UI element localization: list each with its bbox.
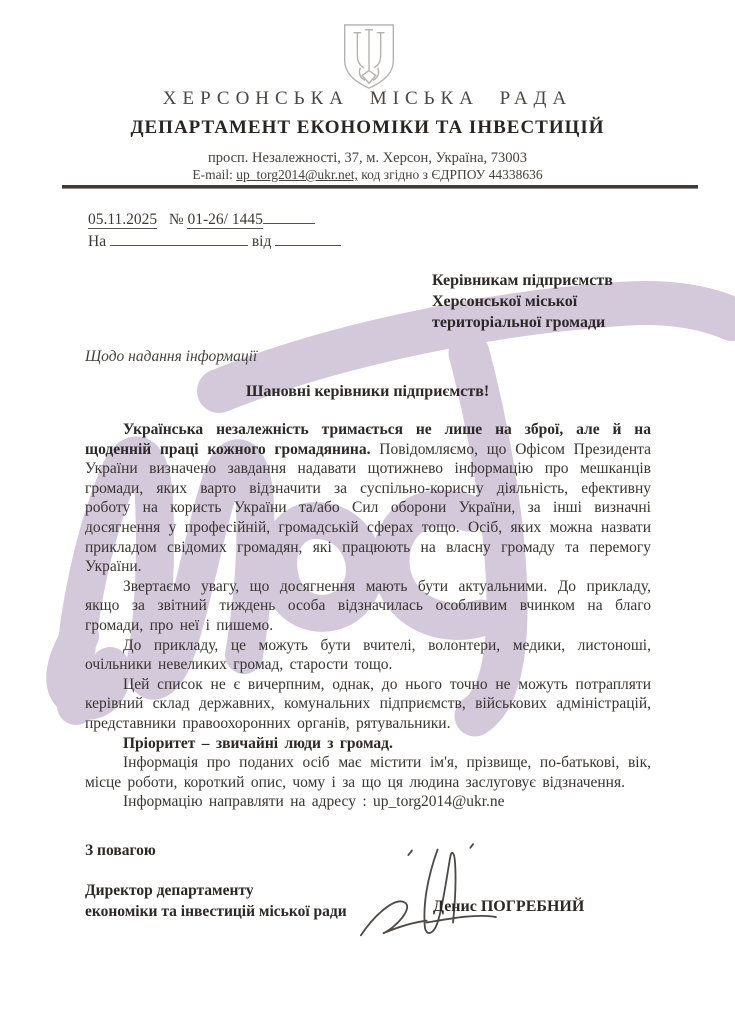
handwritten-signature-icon [350, 838, 505, 956]
body-paragraph: Інформацію направляти на адресу : up_torg2014@ukr.ne [123, 793, 505, 811]
letter-number: 01-26/ 1445 [187, 211, 263, 228]
na-blank-field [110, 231, 248, 246]
body-paragraph: Пріоритет – звичайні люди з громад. [123, 734, 393, 752]
reference-line-1 [88, 209, 341, 231]
addressee-line: Керівникам підприємств [432, 272, 613, 289]
email-label: E-mail: [192, 167, 233, 182]
number-blank [263, 209, 315, 224]
closing-regards: З повагою [85, 842, 156, 859]
body-paragraph: До прикладу, це можуть бути вчителі, волонтери, медики, листоноші, очільники невеликих громад, старости тощо. [85, 636, 651, 674]
email-link[interactable]: up_torg2014@ukr.net, [236, 167, 358, 182]
header-divider-rule [62, 185, 698, 189]
department-name: ДЕПАРТАМЕНТ ЕКОНОМІКИ ТА ІНВЕСТИЦІЙ [130, 117, 605, 138]
body-paragraph: Цей список не є вичерпним, однак, до нього точно не можуть потрапляти керівний склад державних, комунальних підприємств, військових адміністрацій, представники правоохоронних органів, рятувальники. [85, 675, 651, 732]
letter-date: 05.11.2025 [88, 211, 158, 228]
number-sign: № [168, 211, 184, 228]
email-edrpou: код згідно з ЄДРПОУ 44338636 [361, 167, 543, 182]
org-email-line [0, 167, 735, 183]
addressee-line: Херсонської міської [432, 293, 578, 310]
body-paragraph: Звертаємо увагу, що досягнення мають бути актуальними. До прикладу, якщо за звітний тиждень особа відзначилась особливим вчинком на благо громади, про неї і пишемо. [85, 577, 651, 634]
salutation: Шановні керівники підприємств! [245, 383, 490, 400]
ukraine-trident-emblem-icon [330, 22, 408, 92]
letter-body [85, 420, 651, 812]
org-name: ХЕРСОНСЬКА МІСЬКА РАДА [162, 88, 573, 109]
reference-line-2 [88, 231, 341, 253]
vid-label: від [251, 233, 272, 250]
addressee-block [432, 270, 613, 333]
subject-line: Щодо надання інформації [85, 348, 258, 365]
na-label: На [88, 233, 107, 250]
org-address: просп. Незалежності, 37, м. Херсон, Україна, 73003 [207, 150, 528, 166]
signer-row [85, 880, 651, 922]
reference-block [88, 209, 341, 253]
vid-blank-field [275, 231, 341, 246]
signer-name: Денис ПОГРЕБНИЙ [433, 898, 585, 915]
body-paragraph: Українська незалежність тримається не лише на зброї, але й на щоденній праці кожного громадянина. Повідомляємо, що Офісом Президента України визначено завдання надавати щотижнево інформацію про мешканців громади, яких варто відзначити за суспільно-корисну діяльність, ефективну роботу на користь України та/або Сил оборони України, за інші визначні досягнення у професійній, громадській сферах тощо. Осіб, яких можна назвати прикладом свідомих громадян, які працюють на власну громаду та перемогу України. [85, 421, 652, 576]
signer-title-line: Директор департаменту [85, 882, 254, 899]
body-paragraph: Інформація про поданих осіб має містити ім'я, прізвище, по-батькові, вік, місце роботи, короткий опис, чому і за що ця людина заслуговує відзначення. [85, 754, 651, 791]
addressee-line: територіальної громади [432, 314, 606, 331]
signer-title-line: економіки та інвестицій міської ради [85, 903, 347, 920]
